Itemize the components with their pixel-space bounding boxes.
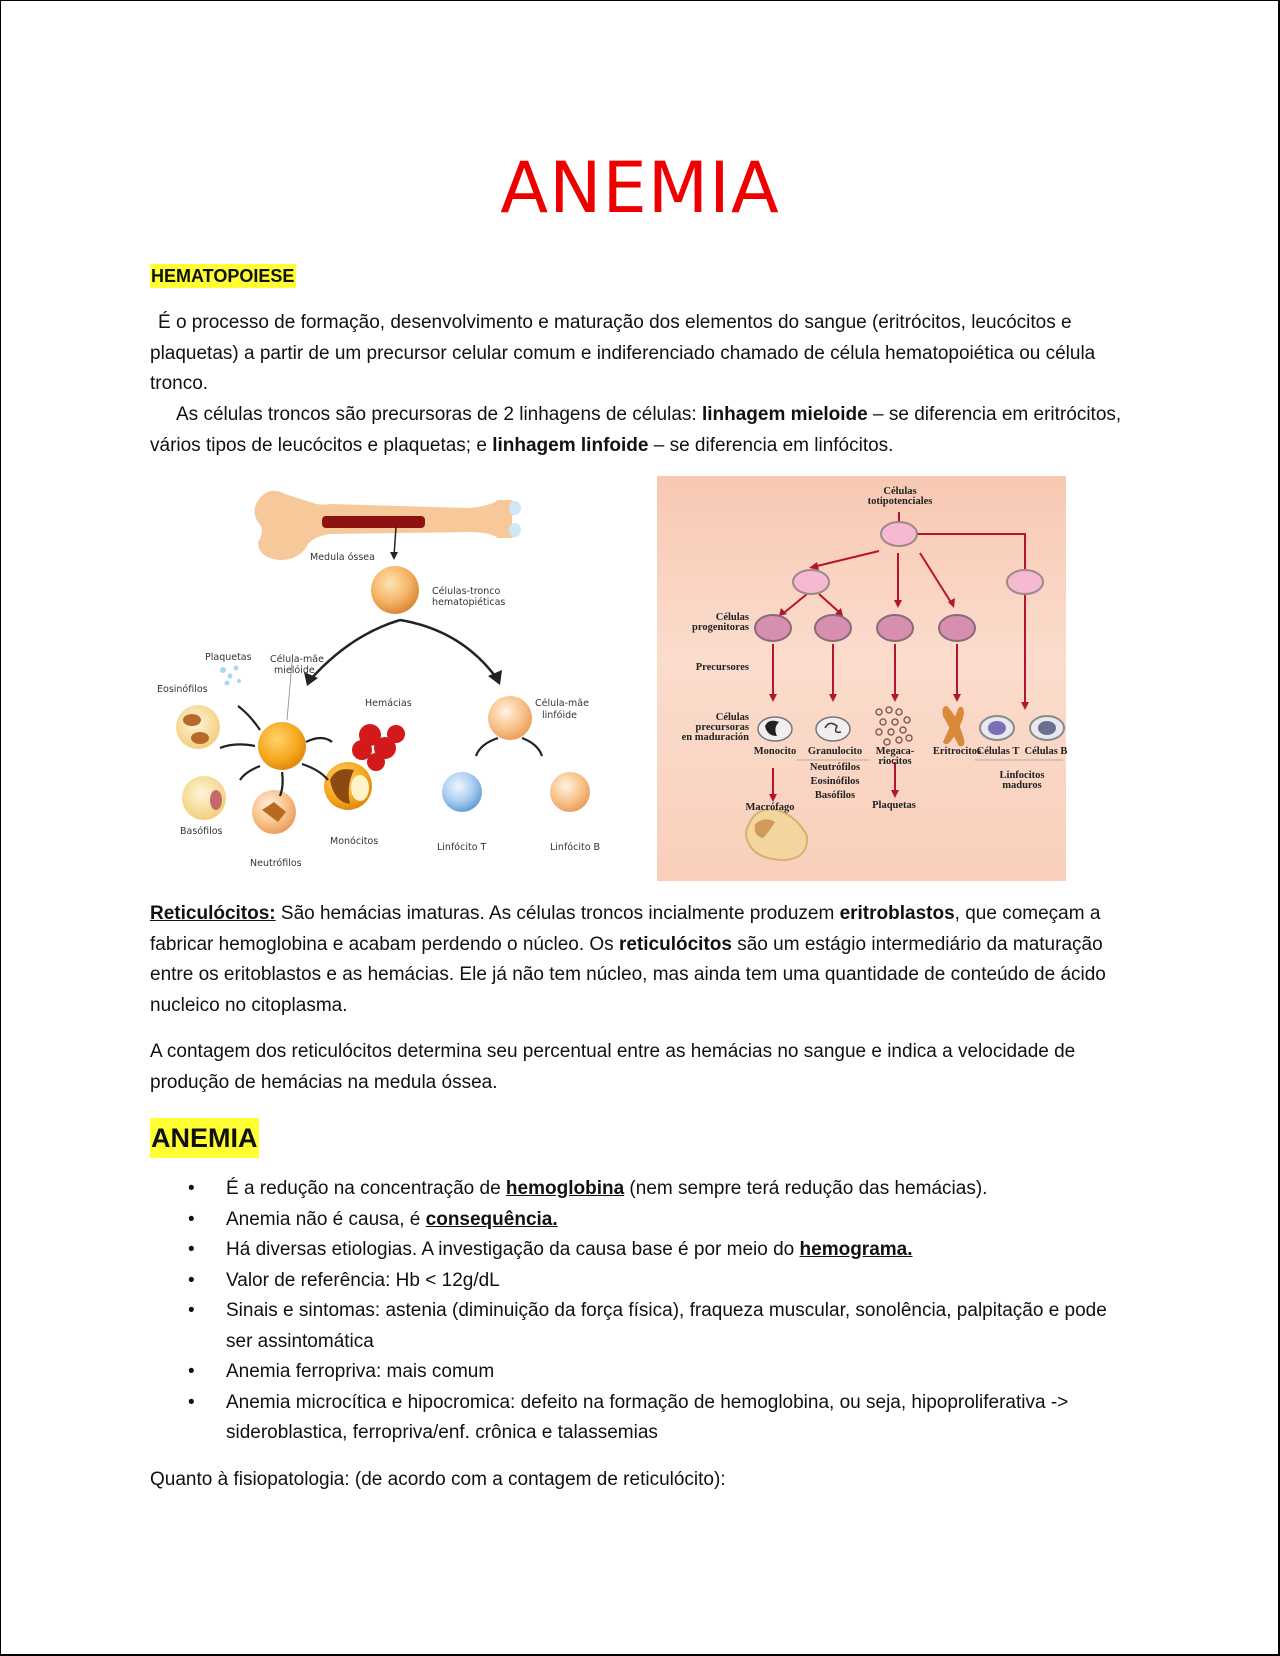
bullet-icon: •: [188, 1361, 195, 1382]
label-basophils: Basófilos: [814, 790, 856, 801]
list-item: [150, 1357, 1130, 1388]
paragraph-lineages: [150, 400, 1130, 461]
emphasis: hemograma.: [799, 1239, 913, 1260]
label-eosinophils: Eosinófilos: [810, 776, 860, 787]
paragraph-physiopathology: Quanto à fisiopatologia: (de acordo com a contagem de reticulócito):: [150, 1469, 726, 1490]
label-red-cells: Hemácias: [365, 698, 412, 709]
megakaryocyte-icon: [876, 707, 912, 745]
progenitor-cell-icon: [939, 615, 975, 641]
label-erythrocytes: Eritrocitos: [932, 746, 982, 757]
bullet-icon: •: [188, 1208, 195, 1230]
text: Valor de referência: Hb < 12g/dL: [226, 1269, 500, 1291]
emphasis: hemoglobina: [505, 1178, 625, 1199]
bold-erythroblasts: eritroblastos: [839, 903, 955, 924]
list-item: [150, 1388, 1130, 1449]
stem-cell-icon: [371, 566, 419, 614]
text: Anemia não é causa, é: [226, 1208, 426, 1230]
platelets-icon: [220, 666, 241, 686]
bold-myeloid: linhagem mieloide: [701, 404, 868, 425]
monocyte-icon: [758, 717, 792, 741]
progenitor-cell-icon: [755, 615, 791, 641]
label-t-lymphocyte: Linfócito T: [437, 842, 487, 853]
list-item: [150, 1174, 1130, 1205]
term-reticulocytes: Reticulócitos:: [150, 903, 276, 924]
bullet-icon: •: [188, 1269, 195, 1291]
label-t-cells: Células T: [976, 746, 1020, 757]
list-item: [150, 1205, 1130, 1236]
t-cell-icon: [980, 716, 1014, 740]
label-megakaryocyte-line2: riocitos: [878, 756, 912, 767]
label-precursors: Precursores: [695, 662, 749, 673]
label-progenitor-line2: progenitoras: [692, 622, 749, 633]
bullet-icon: •: [188, 1391, 195, 1413]
label-neutrophils: Neutrófilos: [809, 762, 861, 773]
label-megakaryocyte-line1: Megaca-: [875, 746, 915, 757]
label-eosinophils: Eosinófilos: [157, 684, 208, 695]
anemia-bullet-list: [150, 1174, 1130, 1449]
figure-hematopoiesis-tree: [657, 476, 1066, 881]
progenitor-cell-icon: [877, 615, 913, 641]
lymphoid-mother-cell-icon: [488, 696, 532, 740]
label-monocytes: Monócitos: [330, 836, 379, 847]
document-title: ANEMIA: [500, 147, 780, 229]
section-heading-hematopoiese: HEMATOPOIESE: [151, 266, 295, 286]
text: (nem sempre terá redução das hemácias).: [624, 1178, 988, 1199]
label-myeloid-mother-line2: mielóide: [274, 665, 315, 676]
label-macrophage: Macrófago: [745, 802, 795, 813]
label-stem-cells-line2: hematopiéticas: [432, 597, 506, 608]
label-maturing-line1: Células: [715, 712, 749, 723]
label-mature-lymphocytes-line2: maduros: [1002, 780, 1042, 791]
bold-lymphoid: linhagem linfoide: [492, 434, 649, 456]
totipotent-cell-icon: [881, 522, 917, 546]
label-monocyte: Monocito: [753, 746, 797, 757]
label-progenitor-line1: Células: [715, 612, 749, 623]
bullet-icon: •: [188, 1239, 195, 1260]
emphasis: consequência.: [425, 1208, 558, 1230]
myeloid-mother-cell-icon: [258, 722, 306, 770]
text: As células troncos são precursoras de 2 linhagens de células:: [176, 404, 702, 425]
paragraph-reticulocyte-count: A contagem dos reticulócitos determina seu percentual entre as hemácias no sangue e indica a velocidade de produção de hemácias na medula óssea.: [150, 1041, 1076, 1093]
label-myeloid-mother-line1: Célula-mãe: [270, 654, 324, 665]
b-cell-icon: [1030, 716, 1064, 740]
text: Há diversas etiologias. A investigação da causa base é por meio do: [226, 1239, 800, 1260]
label-maturing-line2: precursoras: [695, 722, 749, 733]
bullet-icon: •: [188, 1300, 195, 1321]
text: Anemia ferropriva: mais comum: [226, 1361, 495, 1382]
label-granulocyte: Granulocito: [807, 746, 863, 757]
text: Anemia microcítica e hipocromica: defeito na formação de hemoglobina, ou seja, hipoproliferativa -> sideroblastica, ferropriva/enf. crônica e talassemias: [226, 1391, 1069, 1443]
label-totipotent-line2: totipotenciales: [867, 496, 933, 507]
label-platelets: Plaquetas: [872, 800, 916, 811]
label-lymphoid-mother-line1: Célula-mãe: [535, 698, 589, 709]
hematopoiesis-tree-graphic: [657, 476, 1066, 881]
bold-reticulocytes: reticulócitos: [618, 933, 732, 955]
myeloid-progenitor-icon: [793, 570, 829, 594]
macrophage-icon: [746, 809, 807, 860]
label-b-cells: Células B: [1024, 746, 1068, 757]
paragraph-reticulocytes: [150, 899, 1130, 1021]
label-mature-lymphocytes-line1: Linfocitos: [999, 770, 1045, 781]
section-heading-anemia: ANEMIA: [150, 1118, 259, 1158]
label-neutrophils: Neutrófilos: [250, 858, 302, 869]
lymphoid-progenitor-icon: [1007, 570, 1043, 594]
list-item: [150, 1266, 1130, 1297]
label-stem-cells-line1: Células-tronco: [432, 586, 501, 597]
erythrocyte-icon: [943, 706, 965, 746]
label-maturing-line3: en maduración: [681, 732, 749, 743]
label-basophils: Basófilos: [180, 826, 223, 837]
list-item: [150, 1296, 1130, 1357]
list-item: [150, 1235, 1130, 1266]
bullet-icon: •: [188, 1178, 195, 1199]
label-bone-marrow: Medula óssea: [310, 552, 375, 563]
t-lymphocyte-icon: [442, 772, 482, 812]
text: – se diferencia em linfócitos.: [648, 434, 894, 456]
text: São hemácias imaturas. As células troncos incialmente produzem: [275, 903, 840, 924]
hematopoiesis-illustration-graphic: [150, 480, 620, 880]
text: , que começam a fabricar hemoglobina e acabam perdendo o núcleo. Os: [150, 903, 1101, 955]
label-totipotent-line1: Células: [883, 486, 917, 497]
granulocyte-icon: [816, 717, 850, 741]
label-lymphoid-mother-line2: linfóide: [542, 710, 577, 721]
red-blood-cells-icon: [352, 724, 405, 771]
label-platelets: Plaquetas: [205, 652, 252, 663]
paragraph-hematopoiese-definition: É o processo de formação, desenvolvimento e maturação dos elementos do sangue (eritrócitos, leucócitos e plaquetas) a partir de um precursor celular comum e indiferenciado chamado de célula hematopoiética ou célula tronco.: [150, 312, 1096, 394]
text: são um estágio intermediário da maturação entre os eritoblastos e as hemácias. Ele já não tem núcleo, mas ainda tem uma quantidade de conteúdo de ácido nucleico no citoplasma.: [150, 933, 1106, 1016]
bone-icon: [254, 491, 521, 560]
b-lymphocyte-icon: [550, 772, 590, 812]
label-b-lymphocyte: Linfócito B: [550, 842, 601, 853]
progenitor-cell-icon: [815, 615, 851, 641]
text: Sinais e sintomas: astenia (diminuição da força física), fraqueza muscular, sonolência, palpitação e pode ser assintomática: [226, 1300, 1107, 1352]
figure-hematopoiesis-illustration: [150, 480, 620, 880]
text: É a redução na concentração de: [226, 1178, 506, 1199]
text: – se diferencia em eritrócitos, vários tipos de leucócitos e plaquetas; e: [150, 404, 1122, 456]
